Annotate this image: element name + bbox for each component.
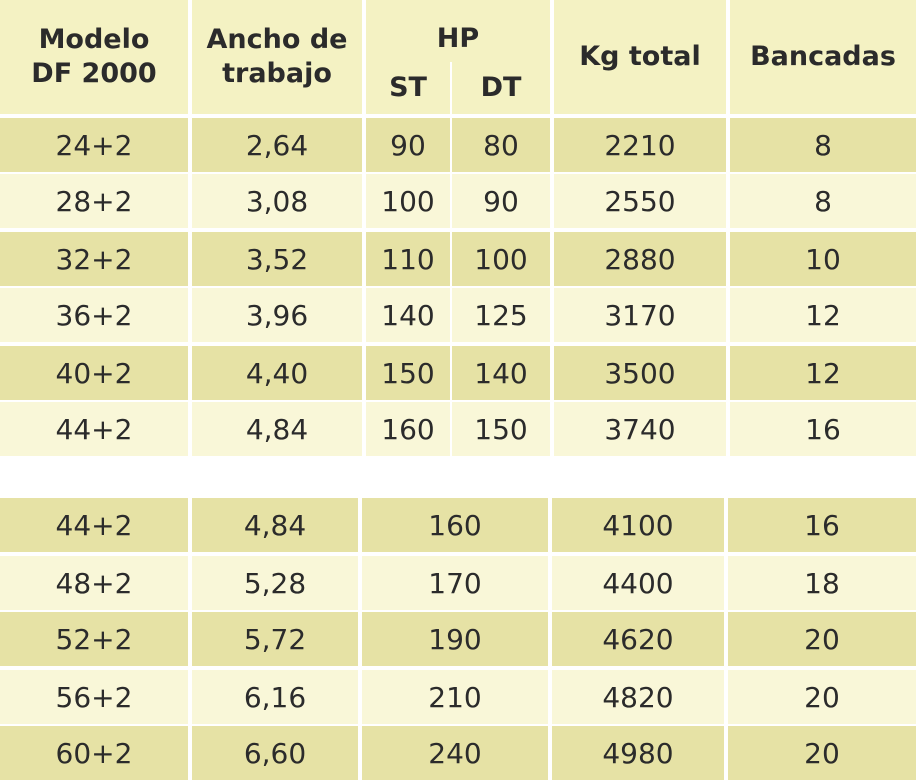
table2-cell-modelo: 44+2 [0, 498, 188, 552]
table1-cell-bancadas: 12 [730, 346, 916, 400]
table2-cell-modelo: 52+2 [0, 612, 188, 666]
table1-cell-st: 140 [366, 288, 450, 342]
table2-cell-bancadas: 20 [728, 670, 916, 724]
table2-cell-ancho: 6,16 [192, 670, 358, 724]
table1-cell-modelo: 36+2 [0, 288, 188, 342]
header-modelo: Modelo DF 2000 [0, 0, 188, 114]
table1-cell-ancho: 3,96 [192, 288, 362, 342]
table1-cell-bancadas: 16 [730, 402, 916, 456]
table2-cell-hp: 160 [362, 498, 548, 552]
table2-cell-kg: 4820 [552, 670, 724, 724]
table1-cell-dt: 150 [452, 402, 550, 456]
table2-cell-ancho: 5,28 [192, 556, 358, 610]
table2-cell-modelo: 56+2 [0, 670, 188, 724]
table2-cell-kg: 4620 [552, 612, 724, 666]
header-st: ST [366, 62, 450, 114]
table1-cell-ancho: 4,40 [192, 346, 362, 400]
table1-cell-dt: 90 [452, 174, 550, 228]
table2-cell-hp: 210 [362, 670, 548, 724]
table2-cell-modelo: 60+2 [0, 726, 188, 780]
table2-cell-bancadas: 20 [728, 726, 916, 780]
table2-cell-hp: 240 [362, 726, 548, 780]
table2-cell-hp: 170 [362, 556, 548, 610]
table1-cell-dt: 100 [452, 232, 550, 286]
table1-cell-dt: 80 [452, 118, 550, 172]
header-dt: DT [452, 62, 550, 114]
table2-cell-hp: 190 [362, 612, 548, 666]
table1-cell-st: 90 [366, 118, 450, 172]
table1-cell-st: 160 [366, 402, 450, 456]
table2-cell-ancho: 4,84 [192, 498, 358, 552]
table1-cell-modelo: 40+2 [0, 346, 188, 400]
table1-cell-bancadas: 8 [730, 174, 916, 228]
table1-cell-ancho: 3,52 [192, 232, 362, 286]
header-bancadas: Bancadas [730, 0, 916, 114]
table2-cell-modelo: 48+2 [0, 556, 188, 610]
table2-cell-kg: 4980 [552, 726, 724, 780]
table2-cell-ancho: 5,72 [192, 612, 358, 666]
table1-cell-st: 110 [366, 232, 450, 286]
header-kg-total: Kg total [554, 0, 726, 114]
table1-cell-modelo: 28+2 [0, 174, 188, 228]
table2-cell-bancadas: 16 [728, 498, 916, 552]
table2-cell-bancadas: 20 [728, 612, 916, 666]
table1-cell-kg: 2550 [554, 174, 726, 228]
table2-cell-bancadas: 18 [728, 556, 916, 610]
table1-cell-ancho: 3,08 [192, 174, 362, 228]
table1-cell-modelo: 44+2 [0, 402, 188, 456]
table1-cell-bancadas: 12 [730, 288, 916, 342]
table1-cell-ancho: 4,84 [192, 402, 362, 456]
table1-cell-st: 150 [366, 346, 450, 400]
table1-cell-kg: 2210 [554, 118, 726, 172]
table1-cell-kg: 3500 [554, 346, 726, 400]
table1-cell-dt: 125 [452, 288, 550, 342]
table1-cell-modelo: 32+2 [0, 232, 188, 286]
table1-cell-kg: 3170 [554, 288, 726, 342]
table1-cell-kg: 2880 [554, 232, 726, 286]
table1-cell-bancadas: 8 [730, 118, 916, 172]
table1-cell-st: 100 [366, 174, 450, 228]
table1-cell-ancho: 2,64 [192, 118, 362, 172]
table1-cell-bancadas: 10 [730, 232, 916, 286]
header-hp: HP [366, 0, 550, 62]
table2-cell-kg: 4400 [552, 556, 724, 610]
table2-cell-ancho: 6,60 [192, 726, 358, 780]
table1-cell-modelo: 24+2 [0, 118, 188, 172]
table1-cell-dt: 140 [452, 346, 550, 400]
table1-cell-kg: 3740 [554, 402, 726, 456]
table2-cell-kg: 4100 [552, 498, 724, 552]
header-ancho: Ancho de trabajo [192, 0, 362, 114]
